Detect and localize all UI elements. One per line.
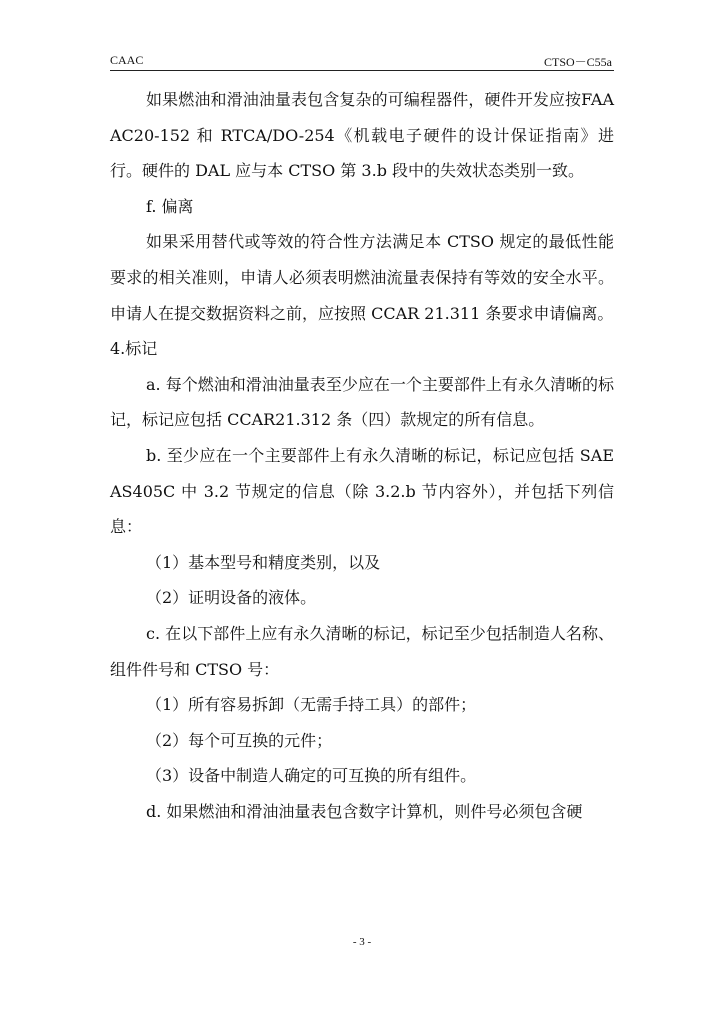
list-item-b1: （1）基本型号和精度类别，以及 [146, 552, 381, 572]
paragraph-marking-b: b. 至少应在一个主要部件上有永久清晰的标记，标记应包括 SAE AS405C 中 3.2 节规定的信息（除 3.2.b 节内容外），并包括下列信息： [110, 445, 614, 537]
page-header [110, 50, 614, 71]
list-item-c1: （1）所有容易拆卸（无需手持工具）的部件； [146, 695, 477, 715]
section-f-heading: f. 偏离 [146, 196, 194, 216]
paragraph-marking-d: d. 如果燃油和滑油油量表包含数字计算机，则件号必须包含硬 [146, 801, 583, 821]
section-4-heading: 4.标记 [110, 339, 158, 359]
paragraph-marking-c: c. 在以下部件上应有永久清晰的标记，标记至少包括制造人名称、组件件号和 CTSO 号： [110, 623, 614, 679]
header-org: CAAC [110, 53, 144, 67]
list-item-c2: （2）每个可互换的元件； [146, 730, 333, 750]
header-doc-number: CTSO－C55a [543, 55, 612, 69]
document-body [110, 82, 614, 829]
list-item-b2: （2）证明设备的液体。 [146, 588, 317, 608]
paragraph-marking-a: a. 每个燃油和滑油油量表至少应在一个主要部件上有永久清晰的标记，标记应包括 CCAR21.312 条（四）款规定的所有信息。 [110, 374, 614, 430]
paragraph-hardware-dev: 如果燃油和滑油油量表包含复杂的可编程器件，硬件开发应按FAA AC20-152 和 RTCA/DO-254《机载电子硬件的设计保证指南》进行。硬件的 DAL 应与本 CTSO 第 3.b 段中的失效状态类别一致。 [110, 90, 614, 181]
list-item-c3: （3）设备中制造人确定的可互换的所有组件。 [146, 766, 477, 786]
paragraph-deviation: 如果采用替代或等效的符合性方法满足本 CTSO 规定的最低性能要求的相关准则，申请人必须表明燃油流量表保持有等效的安全水平。申请人在提交数据资料之前，应按照 CCAR 21.311 条要求申请偏离。 [110, 232, 614, 323]
page-number: - 3 - [352, 936, 372, 948]
